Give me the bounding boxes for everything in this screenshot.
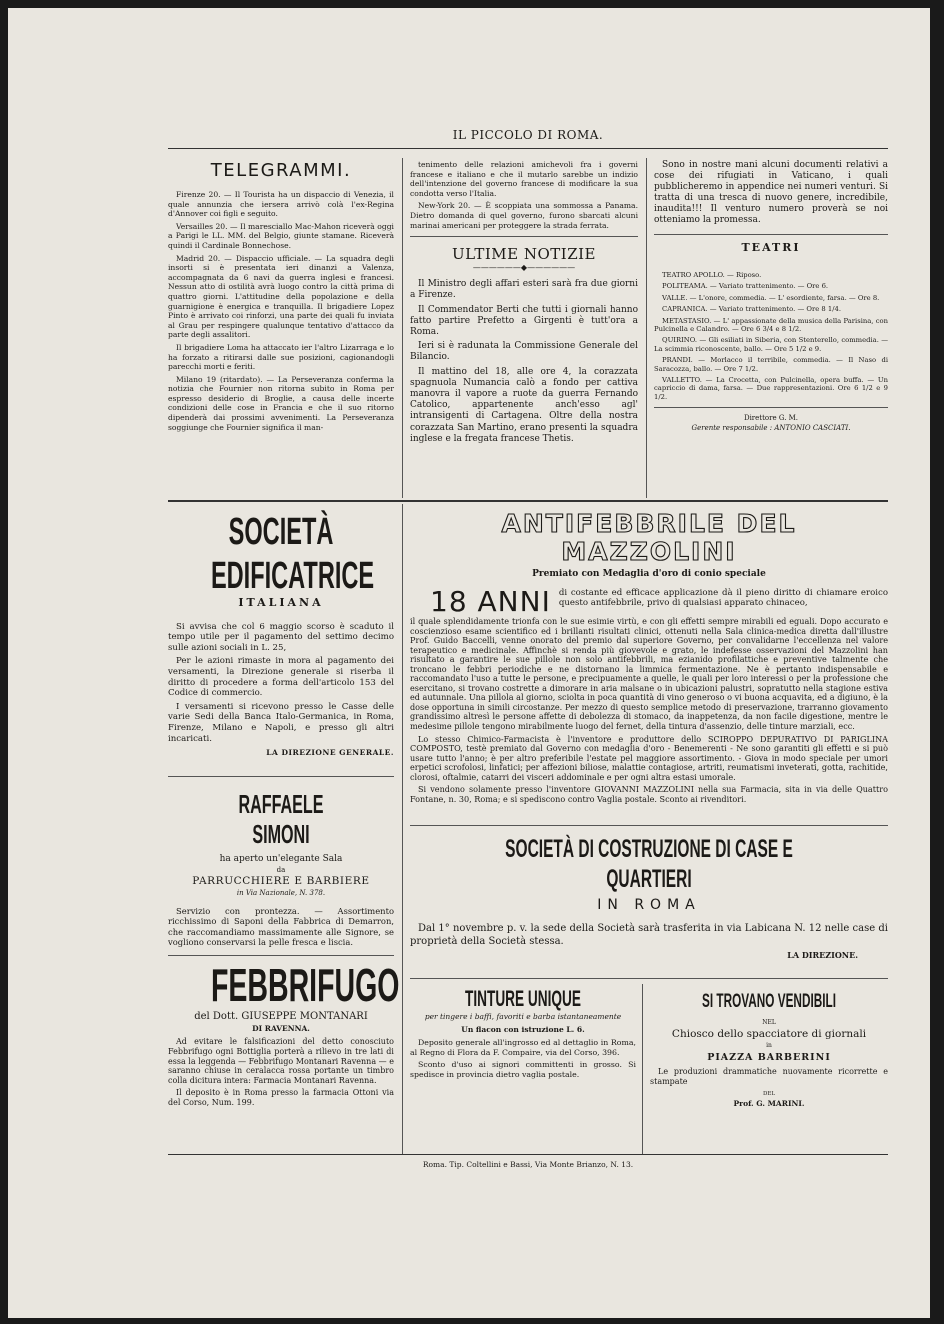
section-rule <box>168 955 394 956</box>
ads-rule <box>168 500 888 502</box>
header-rule <box>168 148 888 149</box>
tinture-paragraph: Deposito generale all'ingrosso ed al dettaglio in Roma, al Regno di Flora da F. Compaire, via del Corso, 396. <box>410 1038 636 1057</box>
imprint: Roma. Tip. Coltellini e Bassi, Via Monte Brianzo, N. 13. <box>422 1160 634 1169</box>
antifebbrile-subtitle: Premiato con Medaglia d'oro di conio speciale <box>532 569 766 579</box>
febbrifugo-line2: DI RAVENNA. <box>252 1024 310 1034</box>
raffaele-line1: ha aperto un'elegante Sala <box>219 853 343 864</box>
teatro-entry: PRANDI. — Morlacco il terribile, commedia. — Il Naso di Saracozza, ballo. — Ore 7 1/2. <box>654 356 888 373</box>
ultime-title: ULTIME NOTIZIE <box>451 245 597 264</box>
eighteen-years-badge: 18 ANNI <box>430 585 551 618</box>
section-rule <box>410 236 638 237</box>
febbrifugo-line1: del Dott. GIUSEPPE MONTANARI <box>194 1011 368 1023</box>
ultime-paragraph: Il mattino del 18, alle ore 4, la corazzata spagnuola Numancia calò a fondo per cattiva manovra il vapore a ruote da guerra Fernando Catolico, appartenente anch'esso agl' intransigenti di Cartagena. Oltre della nostra corazzata San Martino, erano presenti la squadra inglese e la fregata francese Thetis. <box>410 366 638 444</box>
column-divider <box>402 504 403 1154</box>
vendibili-nel: NEL <box>762 1019 776 1026</box>
footer-rule <box>168 1154 888 1155</box>
tinture-title: TINTURE UNIQUE <box>465 986 581 1011</box>
column-divider <box>642 984 643 1154</box>
teatro-entry: QUIRINO. — Gli esiliati in Siberia, con Stenterello, commedia. — La scimmia riconoscente, ballo. — Ore 5 1/2 e 9. <box>654 336 888 353</box>
costruzione-ad <box>410 834 888 961</box>
telegram-paragraph: Versailles 20. — Il maresciallo Mac-Mahon riceverà oggi a Parigi le LL. MM. del Belgio, giunte stamane. Riceverà quindi il Cardinale Bonnechose. <box>168 221 394 250</box>
section-rule <box>168 776 394 777</box>
teatro-entry: VALLE. — L'onore, commedia. — L' esordiente, farsa. — Ore 8. <box>662 293 880 302</box>
febbrifugo-title: FEBBRIFUGO <box>210 959 400 1012</box>
notice-paragraph: Si avvisa che col 6 maggio scorso è scaduto il tempo utile per il pagamento del settimo decimo sulle azioni sociali in L. 25, <box>168 621 394 653</box>
vendibili-del: DEL <box>762 1091 776 1097</box>
raffaele-body: Servizio con prontezza. — Assortimento ricchissimo di Saponi della Fabbrica di Demarron, che raccomandiamo massimamente alle Signore, se vogliono conservarsi la pelle fresca e liscia. <box>168 905 394 947</box>
antifebbrile-lead: di costante ed efficace applicazione dà il pieno diritto di chiamare eroico questo antifebbrile, privo di qualsiasi apparato chinaceo, <box>558 588 888 609</box>
notice-paragraph: I versamenti si ricevono presso le Casse delle varie Sedi della Banca Italo-Germanica, in Roma, Firenze, Milano e Napoli, e presso gli altri incaricati. <box>168 701 394 744</box>
teatro-entry: POLITEAMA. — Variato trattenimento. — Ore 6. <box>662 282 829 291</box>
column-divider <box>646 158 647 498</box>
raffaele-line2: da <box>276 865 286 874</box>
teatro-entry: TEATRO APOLLO. — Riposo. <box>662 271 762 279</box>
tinture-sub: per tingere i baffi, favoriti e barba istantaneamente <box>424 1012 622 1021</box>
vendibili-body: Le produzioni drammatiche nuovamente ricorrette e stampate <box>650 1067 888 1086</box>
telegram-paragraph: Il brigadiere Loma ha attaccato ier l'altro Lizarraga e lo ha forzato a ritirarsi dalle sue posizioni, cagionandogli parecchi morti e feriti. <box>168 342 394 372</box>
column-divider <box>402 158 403 498</box>
newspaper-sheet <box>8 8 930 1318</box>
documents-notice: Sono in nostre mani alcuni documenti relativi a cose dei rifugiati in Vaticano, i quali pubblicheremo in appendice nei numeri venturi. Si tratta di una tresca di nuovo genere, incredibile, inaudita!!! Il venturo numero proverà se noi otteniamo la promessa. <box>654 160 888 225</box>
ultime-paragraph: Il Ministro degli affari esteri sarà fra due giorni a Firenze. <box>410 279 638 301</box>
direttore: Direttore G. M. <box>743 414 799 423</box>
antifebbrile-paragraph: Lo stesso Chimico-Farmacista è l'inventore e produttore dello SCIROPPO DEPURATIVO DI PARIGLINA COMPOSTO, testè premiato dal Governo con medaglia d'oro - Benemerenti - Ne sono garantiti gli effetti e si può usare tutto l'anno; è per altro preferibile l'estate pel maggiore assortimento. - Giova in modo speciale per umori erpetici scrofolosi, linfatici; per affezioni biliose, malattie contagiose, artriti, reumatismi inveterati, gotta, rachitide, clorosi, oftalmie, catarri dei visceri addominale e per ogni altra estasi umorale. <box>410 733 888 782</box>
raffaele-line3: PARRUCCHIERE E BARBIERE <box>192 874 370 887</box>
ornament-rule: ——————◆—————— <box>472 263 576 273</box>
telegram-paragraph: Firenze 20. — Il Tourista ha un dispaccio di Venezia, il quale annunzia che iersera arrivò colà l'ex-Regina d'Annover coi figli e seguito. <box>168 190 394 219</box>
news-paragraph: New-York 20. — È scoppiata una sommossa a Panama. Dietro domanda di quel governo, furono sbarcati alcuni marinai americani per proteggere la strada ferrata. <box>410 201 638 230</box>
right-column <box>654 160 888 433</box>
antifebbrile-paragraph: Si vendono solamente presso l'inventore GIOVANNI MAZZOLINI nella sua Farmacia, sita in via delle Quattro Fontane, n. 30, Roma; e si spediscono contro Vaglia postale. Sconto ai rivenditori. <box>410 784 888 804</box>
continued-paragraph: tenimento delle relazioni amichevoli fra i governi francese e italiano e che il mutarlo sarebbe un indizio dell'intenzione del governo francese di modificare la sua condotta verso l'Italia. <box>410 160 638 198</box>
telegrammi-column <box>168 160 394 435</box>
febbrifugo-paragraph: Ad evitare le falsificazioni del detto conosciuto Febbrifugo ogni Bottiglia porterà a rilievo in tre lati di essa la leggenda — Febbrifugo Montanari Ravenna — e saranno chiuse in ceralacca rossa portante un timbro colla dicitura intera: Farmacia Montanari Ravenna. <box>168 1037 394 1085</box>
page-header: IL PICCOLO DI ROMA. <box>452 128 604 142</box>
societa-edificatrice-subtitle: ITALIANA <box>238 596 324 609</box>
costruzione-title: SOCIETÀ DI COSTRUZIONE DI CASE E QUARTIERI <box>505 835 793 893</box>
raffaele-address: in Via Nazionale, N. 378. <box>236 888 326 897</box>
telegram-paragraph: Milano 19 (ritardato). — La Perseveranza conferma la notizia che Fournier non ritorna subito in Roma per espresso desiderio di Broglie, a causa delle incerte condizioni delle cose in Francia e che il suo ritorno dipenderà dai prossimi avvenimenti. La Perseveranza soggiunge che Fournier significa il man- <box>168 374 394 432</box>
section-rule <box>654 234 888 235</box>
vendibili-piazza: PIAZZA BARBERINI <box>707 1052 831 1063</box>
section-rule <box>654 407 888 408</box>
ultime-paragraph: Ieri si è radunata la Commissione Generale del Bilancio. <box>410 341 638 363</box>
teatro-entry: VALLETTO. — La Crocetta, con Pulcinella, opera buffa. — Un capriccio di dama, farsa. — Due rappresentazioni. Ore 6 1/2 e 9 1/2. <box>654 376 888 401</box>
raffaele-title: RAFFAELE SIMONI <box>238 788 324 849</box>
vendibili-title: SI TROVANO VENDIBILI <box>702 991 836 1012</box>
vendibili-in: in <box>766 1042 772 1049</box>
telegrammi-title: TELEGRAMMI. <box>210 160 352 181</box>
direzione-generale-signature: LA DIREZIONE GENERALE. <box>266 748 394 758</box>
teatro-entry: METASTASIO. — L' appassionate della musica della Parisina, con Pulcinella e Calandro. — Ore 6 3/4 e 8 1/2. <box>654 316 888 334</box>
tinture-ad <box>410 986 636 1082</box>
tinture-flacon: Un flacon con istruzione L. 6. <box>461 1025 585 1034</box>
newspaper-page <box>168 128 888 1169</box>
antifebbrile-paragraph: il quale splendidamente trionfa con le sue esimie virtù, e con gli effetti sempre mirabili ed eguali. Dopo accurato e coscienzioso esame scientifico ed i brillanti risultati clinici, ottenuti nella Sala clinica-medica diretta dall'illustre Prof. Guido Baccelli, venne onorato del premio dal superiore Governo, per convalidarne l'eccellenza nel valore terapeutico e medicinale. Affinchè si renda più giovevole e grato, le indefesse osservazioni del Mazzolini han risultato a garantire le sue pillole non solo antifebbrili, ma ezianido profilattiche e preventive talmente che troncano le febbri periodiche e ne distornano la limmica fermentazione. Ne è pertanto indispensabile e raccomandato l'uso a tutte le persone, e precipuamente a quelle, le quali per loro interessi o per la professione che esercitano, si trovano costrette a dimorare in aria malsane o in ubicazioni palustri, sopratutto nella stagione estiva ed autunnale. Una pillola al giorno, sciolta in poca quantità di vino generoso o vi buona acquavita, ed a digiuno, è la dose opportuna in simili circostanze. Per mezzo di questo semplice metodo di preservazione, trarranno giovamento grandissimo altresì le persone affette di debolezza di stomaco, da inappetenza, da non facile digestione, mentre le medesime pillole tengono mirabilmente luogo del fernet, della tintura d'assenzio, delle tinture marziali, ecc. <box>410 616 888 732</box>
telegram-paragraph: Madrid 20. — Dispaccio ufficiale. — La squadra degli insorti si è presentata ieri dinanzi a Valenza, accompagnata da 6 navi da guerra inglesi e francesi. Nessun atto di ostilità avrà luogo contro la città prima di quattro giorni. L'attitudine della popolazione e della guarnigione è energica e tranquilla. Il brigadiere Lopez Pinto è arrivato coi rinforzi, una parte dei quali fu inviata al Grau per respingere qualunque tentativo d'attacco da parte degli assalitori. <box>168 253 394 340</box>
vendibili-ad <box>650 990 888 1109</box>
vendibili-chiosco: Chiosco dello spacciatore di giornali <box>671 1028 867 1040</box>
gerente: Gerente responsabile : ANTONIO CASCIATI. <box>691 423 851 432</box>
antifebbrile-title: ANTIFEBBRILE DEL MAZZOLINI <box>501 509 797 566</box>
section-rule <box>410 825 888 826</box>
antifebbrile-ad <box>410 510 888 807</box>
febbrifugo-paragraph: Il deposito è in Roma presso la farmacia Ottoni via del Corso, Num. 199. <box>168 1088 394 1107</box>
societa-edificatrice-title: SOCIETÀ EDIFICATRICE <box>210 511 375 597</box>
section-rule <box>410 978 888 979</box>
costruzione-signature: LA DIREZIONE. <box>787 950 858 960</box>
left-ads-column <box>168 508 400 1111</box>
notice-paragraph: Per le azioni rimaste in mora al pagamento dei versamenti, la Direzione generale si riserba il diritto di procedere a forma dell'articolo 153 del Codice di commercio. <box>168 656 394 699</box>
middle-column <box>410 160 638 448</box>
ultime-paragraph: Il Commendator Berti che tutti i giornali hanno fatto partire Prefetto a Girgenti è tutt'ora a Roma. <box>410 304 638 337</box>
teatri-title: TEATRI <box>741 241 801 254</box>
tinture-paragraph: Sconto d'uso ai signori committenti in grosso. Si spedisce in provincia dietro vaglia postale. <box>410 1060 636 1079</box>
costruzione-subtitle: IN ROMA <box>597 897 701 913</box>
vendibili-prof: Prof. G. MARINI. <box>733 1099 805 1108</box>
teatro-entry: CAPRANICA. — Variato trattenimento. — Ore 8 1/4. <box>662 305 842 314</box>
costruzione-body: Dal 1° novembre p. v. la sede della Società sarà trasferita in via Labicana N. 12 nelle case di proprietà della Società stessa. <box>410 923 888 947</box>
